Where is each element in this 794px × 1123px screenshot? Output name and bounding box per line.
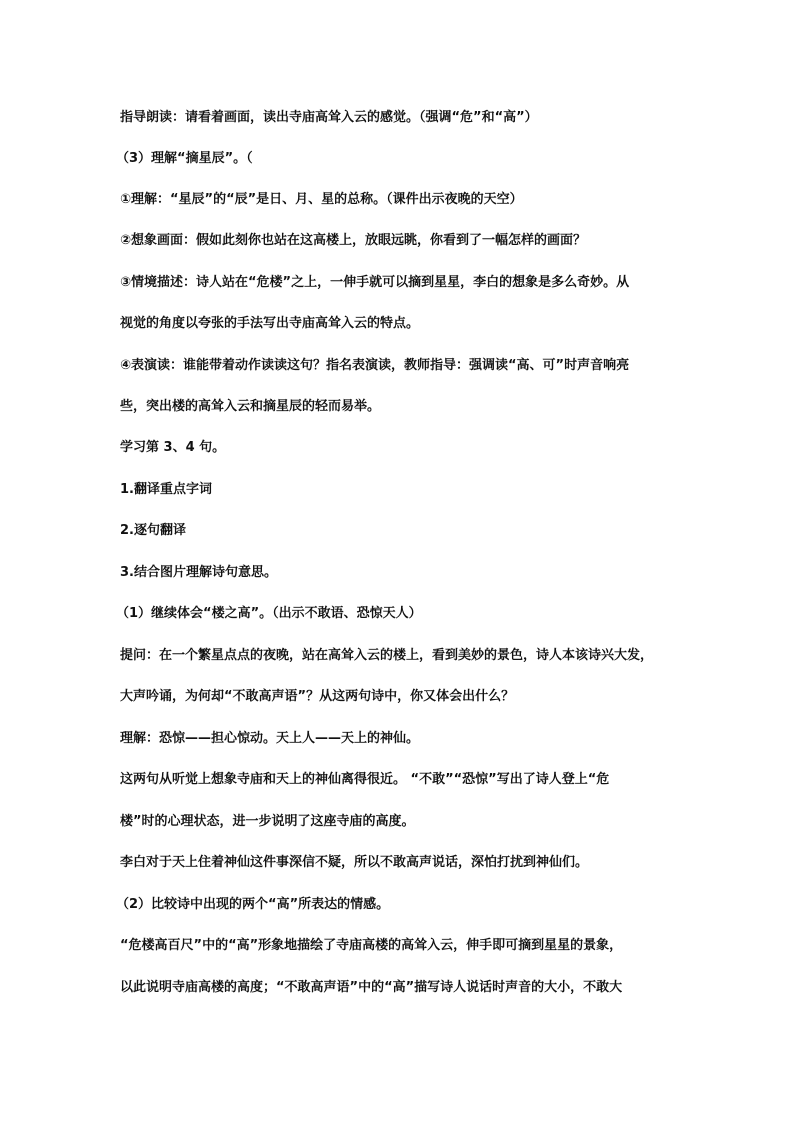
paragraph-line: ①理解：“星辰”的“辰”是日、月、星的总称。（课件出示夜晚的天空） xyxy=(120,192,523,207)
paragraph-line: 3.结合图片理解诗句意思。 xyxy=(120,565,277,580)
paragraph-line: 指导朗读：请看着画面，读出寺庙高耸入云的感觉。（强调“危”和“高”） xyxy=(120,110,538,125)
paragraph-line: 视觉的角度以夸张的手法写出寺庙高耸入云的特点。 xyxy=(120,316,420,331)
paragraph-line: 学习第 3、4 句。 xyxy=(120,440,226,455)
paragraph-line: （1）继续体会“楼之高”。（出示不敢语、恐惊天人） xyxy=(116,606,422,621)
paragraph-line: ④表演读：谁能带着动作读读这句？指名表演读，教师指导：强调读“高、可”时声音响亮 xyxy=(120,358,630,373)
paragraph-line: 理解：恐惊——担心惊动。天上人——天上的神仙。 xyxy=(120,731,420,746)
paragraph-line: ②想象画面：假如此刻你也站在这高楼上，放眼远眺，你看到了一幅怎样的画面？ xyxy=(120,233,587,248)
paragraph-line: 2.逐句翻译 xyxy=(120,523,186,538)
paragraph-line: （2）比较诗中出现的两个“高”所表达的情感。 xyxy=(116,897,390,912)
paragraph-line: “危楼高百尺”中的“高”形象地描绘了寺庙高楼的高耸入云，伸手即可摘到星星的景象， xyxy=(120,938,623,953)
paragraph-line: （3）理解“摘星辰”。（ xyxy=(116,151,253,166)
paragraph-line: 以此说明寺庙高楼的高度；“不敢高声语”中的“高”描写诗人说话时声音的大小，不敢大 xyxy=(120,980,623,995)
paragraph-line: 提问：在一个繁星点点的夜晚，站在高耸入云的楼上，看到美妙的景色，诗人本该诗兴大发， xyxy=(120,648,654,663)
paragraph-line: 这两句从听觉上想象寺庙和天上的神仙离得很近。 “不敢”“恐惊”写出了诗人登上“危 xyxy=(120,772,610,787)
paragraph-line: 1.翻译重点字词 xyxy=(120,482,212,497)
paragraph-line: ③情境描述：诗人站在“危楼”之上，一伸手就可以摘到星星，李白的想象是多么奇妙。从 xyxy=(120,275,630,290)
paragraph-line: 李白对于天上住着神仙这件事深信不疑，所以不敢高声说话，深怕打扰到神仙们。 xyxy=(120,855,589,870)
paragraph-line: 大声吟诵，为何却“不敢高声语”？从这两句诗中，你又体会出什么？ xyxy=(120,689,515,704)
paragraph-line: 些，突出楼的高耸入云和摘星辰的轻而易举。 xyxy=(120,399,381,414)
paragraph-line: 楼”时的心理状态，进一步说明了这座寺庙的高度。 xyxy=(120,814,415,829)
